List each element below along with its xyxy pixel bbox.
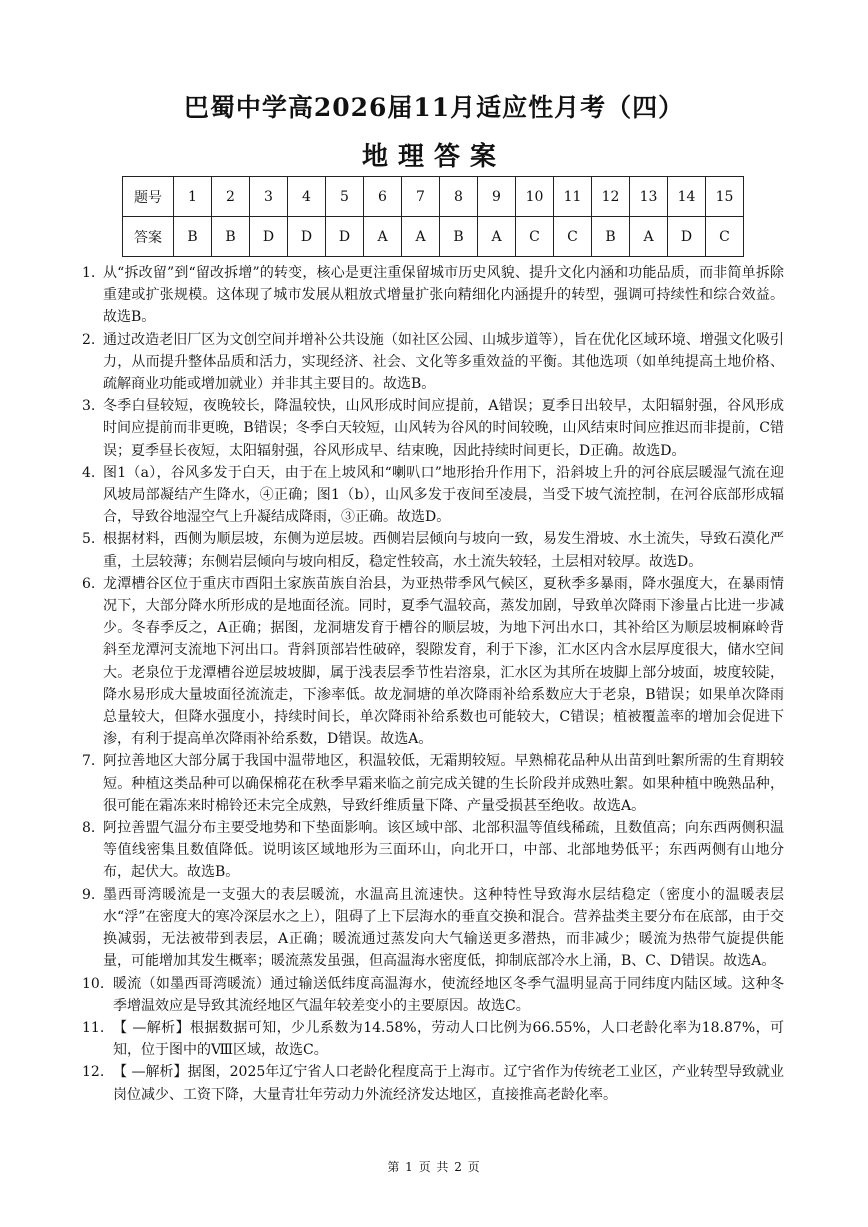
explanations-list [82,262,784,1106]
answer-cell: C [706,217,744,257]
item-text: 暖流（如墨西哥湾暖流）通过输送低纬度高温海水，使流经地区冬季气温明显高于同纬度内陆区域。这种冬季增温效应是导致其流经地区气温年较差变小的主要原因。故选C。 [113,975,784,1014]
document-title: 巴蜀中学高2026届11月适应性月考（四） [183,93,685,122]
item-text: 【 —解析】据图，2025年辽宁省人口老龄化程度高于上海市。辽宁省作为传统老工业区，产业转型导致就业岗位减少、工资下降，大量青壮年劳动力外流经济发达地区，直接推高老龄化率。 [113,1064,784,1103]
item-text: 龙潭槽谷区位于重庆市酉阳土家族苗族自治县，为亚热带季风气候区，夏秋季多暴雨，降水强度大，在暴雨情况下，大部分降水所形成的是地面径流。同时，夏季气温较高，蒸发加剧，导致单次降雨下渗量占比进一步减少。冬春季反之，A正确；据图，龙洞塘发育于槽谷的顺层坡，为地下河出水口，其补给区为顺层坡桐麻岭背斜至龙潭河支流地下河出口。背斜顶部岩性破碎，裂隙发育，利于下渗，汇水区内含水层厚度很大，储水空间大。老泉位于龙潭槽谷逆层坡坡脚，属于浅表层季节性岩溶泉，汇水区为其所在坡脚上部分坡面，坡度较陡，降水易形成大量坡面径流流走，下渗率低。故龙洞塘的单次降雨补给系数应大于老泉，B错误；如果单次降雨总量较大，但降水强度小，持续时间长，单次降雨补给系数也可能较大，C错误；植被覆盖率的增加会促进下渗，有利于提高单次降雨补给系数，D错误。故选A。 [103,575,784,748]
answer-cell: D [668,217,706,257]
item-number: 6. [82,575,96,592]
answer-row-label: 答案 [123,217,174,257]
explanation-item [82,1017,784,1061]
explanation-item [82,817,784,884]
item-text: 墨西哥湾暖流是一支强大的表层暖流，水温高且流速快。这种特性导致海水层结稳定（密度小的温暖表层水“浮”在密度大的寒冷深层水之上），阻碍了上下层海水的垂直交换和混合。营养盐类主要分布在底部，由于交换减弱，无法被带到表层，A正确；暖流通过蒸发向大气输送更多潜热，而非减少；暖流为热带气旋提供能量，可能增加其发生概率；暖流蒸发虽强，但高温海水密度低，抑制底部冷水上涌，B、C、D错误。故选A。 [103,886,784,970]
item-number: 11. [82,1019,105,1036]
item-text: 图1（a），谷风多发于白天，由于在上坡风和“喇叭口”地形抬升作用下，沿斜坡上升的河谷底层暖湿气流在迎风坡局部凝结产生降水，④正确；图1（b），山风多发于夜间至凌晨，当受下坡气流控制，在河谷底部形成辐合，导致谷地湿空气上升凝结成降雨，③正确。故选D。 [103,464,784,526]
item-number: 9. [82,886,96,903]
item-text: 通过改造老旧厂区为文创空间并增补公共设施（如社区公园、山城步道等），旨在优化区域环境、增强文化吸引力，从而提升整体品质和活力，实现经济、社会、文化等多重效益的平衡。其他选项（如单纯提高土地价格、疏解商业功能或增加就业）并非其主要目的。故选B。 [103,331,784,393]
explanation-item [82,973,784,1017]
answer-cell: D [250,217,288,257]
question-number-cell: 1 [174,177,212,217]
answer-cell: B [592,217,630,257]
item-number: 5. [82,531,96,548]
question-number-cell: 13 [630,177,668,217]
item-number: 8. [82,820,96,837]
explanation-item [82,462,784,529]
item-number: 12. [82,1064,105,1081]
item-text: 【 —解析】根据数据可知，少儿系数为14.58%，劳动人口比例为66.55%，人口老龄化率为18.87%，可知，位于图中的Ⅷ区域，故选C。 [113,1019,784,1059]
explanation-item [82,1061,784,1105]
question-number-cell: 2 [212,177,250,217]
page-footer: 第 1 页 共 2 页 [387,1160,481,1174]
item-text: 从“拆改留”到“留改拆增”的转变，核心是更注重保留城市历史风貌、提升文化内涵和功能品质，而非简单拆除重建或扩张规模。这体现了城市发展从粗放式增量扩张向精细化内涵提升的转型，强调可持续性和综合效益。故选B。 [103,265,784,326]
document-subtitle: 地理答案 [361,142,506,172]
answer-cell: A [630,217,668,257]
answer-cell: C [554,217,592,257]
answer-cell: C [516,217,554,257]
explanation-item [82,262,784,329]
question-number-cell: 11 [554,177,592,217]
item-text: 阿拉善地区大部分属于我国中温带地区，积温较低，无霜期较短。早熟棉花品种从出苗到吐絮所需的生育期较短。种植这类品种可以确保棉花在秋季早霜来临之前完成关键的生长阶段并成熟吐絮。如果种植中晚熟品种，很可能在霜冻来时棉铃还未完全成熟，导致纤维质量下降、产量受损甚至绝收。故选A。 [103,753,784,814]
item-text: 根据材料，西侧为顺层坡，东侧为逆层坡。西侧岩层倾向与坡向一致，易发生滑坡、水土流失，导致石漠化严重，土层较薄；东侧岩层倾向与坡向相反，稳定性较高，水土流失较轻，土层相对较厚。故选D。 [103,531,784,570]
item-number: 7. [82,753,96,770]
answer-cell: B [212,217,250,257]
question-number-cell: 8 [440,177,478,217]
item-number: 1. [82,265,96,281]
answer-cell: A [478,217,516,257]
question-number-row [123,177,744,217]
question-number-cell: 7 [402,177,440,217]
question-number-cell: 6 [364,177,402,217]
question-row-label: 题号 [123,177,174,217]
explanation-item [82,573,784,751]
question-number-cell: 12 [592,177,630,217]
explanation-item [82,750,784,817]
question-number-cell: 9 [478,177,516,217]
answer-cell: A [364,217,402,257]
explanation-item [82,528,784,572]
question-number-cell: 3 [250,177,288,217]
question-number-cell: 10 [516,177,554,217]
answer-row [123,217,744,257]
answer-cell: D [288,217,326,257]
explanation-item [82,395,784,462]
answer-cell: B [440,217,478,257]
item-text: 阿拉善盟气温分布主要受地势和下垫面影响。该区域中部、北部积温等值线稀疏，且数值高；向东西两侧积温等值线密集且数值降低。说明该区域地形为三面环山，向北开口，中部、北部地势低平；东西两侧有山地分布，起伏大。故选B。 [103,820,784,881]
item-number: 3. [82,398,96,415]
question-number-cell: 5 [326,177,364,217]
explanation-item [82,329,784,396]
answer-table [122,176,744,257]
answer-cell: B [174,217,212,257]
question-number-cell: 14 [668,177,706,217]
item-number: 10. [82,975,105,992]
item-number: 2. [82,331,96,348]
answer-cell: A [402,217,440,257]
item-text: 冬季白昼较短，夜晚较长，降温较快，山风形成时间应提前，A错误；夏季日出较早，太阳辐射强，谷风形成时间应提前而非更晚，B错误；冬季白天较短，山风转为谷风的时间较晚，山风结束时间应推迟而非提前，C错误；夏季昼长夜短，太阳辐射强，谷风形成早、结束晚，因此持续时间更长，D正确。故选D。 [103,398,784,459]
question-number-cell: 4 [288,177,326,217]
item-number: 4. [82,464,96,481]
answer-cell: D [326,217,364,257]
question-number-cell: 15 [706,177,744,217]
explanation-item [82,884,784,973]
